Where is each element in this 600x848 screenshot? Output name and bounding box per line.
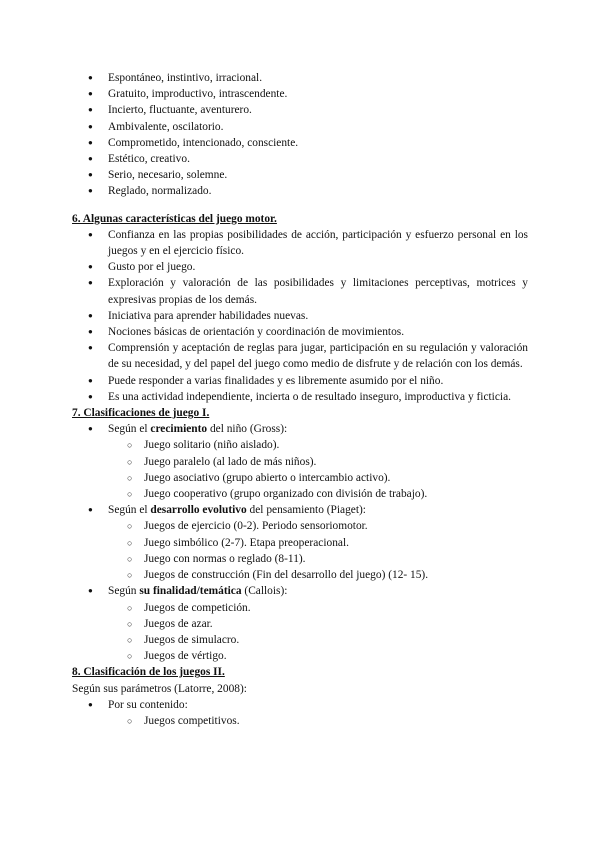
list-item: ● Es una actividad independiente, incierta o de resultado inseguro, improductiva y ficticia.	[72, 389, 528, 405]
section-8-list	[72, 697, 528, 729]
sub-list-item: ○ Juego asociativo (grupo abierto o intercambio activo).	[72, 470, 528, 486]
sub-list-item: ○ Juegos de ejercicio (0-2). Periodo sensoriomotor.	[72, 518, 528, 534]
sub-list-item: ○ Juegos de vértigo.	[72, 648, 528, 664]
sub-list-item: ○ Juego con normas o reglado (8-11).	[72, 551, 528, 567]
sub-list-item: ○ Juego paralelo (al lado de más niños).	[72, 454, 528, 470]
sub-list-item: ○ Juegos de simulacro.	[72, 632, 528, 648]
list-item: ● Espontáneo, instintivo, irracional.	[72, 70, 528, 86]
section-heading-6: 6. Algunas características del juego motor.	[72, 212, 277, 225]
list-item: ● Gusto por el juego.	[72, 259, 528, 275]
document-page	[72, 70, 528, 729]
list-item: ● Serio, necesario, solemne.	[72, 167, 528, 183]
sub-list-item: ○ Juegos de competición.	[72, 600, 528, 616]
section-6-list	[72, 227, 528, 405]
list-item: ● Gratuito, improductivo, intrascendente.	[72, 86, 528, 102]
list-item: ● Puede responder a varias finalidades y es libremente asumido por el niño.	[72, 373, 528, 389]
sub-list-item: ○ Juego solitario (niño aislado).	[72, 437, 528, 453]
sub-list-item: ○ Juegos competitivos.	[72, 713, 528, 729]
list-item: ● Comprensión y aceptación de reglas para jugar, participación en su regulación y valoración de su necesidad, y del papel del juego como medio de disfrute y de relación con los demás.	[72, 340, 528, 372]
section-heading-7: 7. Clasificaciones de juego I.	[72, 407, 210, 420]
section-heading-8: 8. Clasificación de los juegos II.	[72, 666, 225, 679]
classification-group: ● Según el desarrollo evolutivo del pensamiento (Piaget):	[72, 502, 528, 518]
attribute-list	[72, 70, 528, 200]
group-keyword: crecimiento	[150, 423, 208, 436]
list-item: ● Reglado, normalizado.	[72, 183, 528, 199]
list-item: ● Iniciativa para aprender habilidades nuevas.	[72, 308, 528, 324]
list-item: ● Ambivalente, oscilatorio.	[72, 119, 528, 135]
sub-list-item: ○ Juegos de azar.	[72, 616, 528, 632]
list-item: ● Estético, creativo.	[72, 151, 528, 167]
group-keyword: su finalidad/temática	[139, 585, 242, 598]
list-item: ● Comprometido, intencionado, consciente.	[72, 135, 528, 151]
group-keyword: desarrollo evolutivo	[150, 504, 247, 517]
sub-list-item: ○ Juego simbólico (2-7). Etapa preoperacional.	[72, 535, 528, 551]
list-item: ● Exploración y valoración de las posibilidades y limitaciones perceptivas, motrices y expresivas propias de los demás.	[72, 275, 528, 307]
section-8-intro: Según sus parámetros (Latorre, 2008):	[72, 682, 247, 695]
classification-group: ● Por su contenido:	[72, 697, 528, 713]
section-7-list	[72, 421, 528, 664]
classification-group: ● Según su finalidad/temática (Callois):	[72, 583, 528, 599]
sub-list-item: ○ Juego cooperativo (grupo organizado con división de trabajo).	[72, 486, 528, 502]
sub-list-item: ○ Juegos de construcción (Fin del desarrollo del juego) (12- 15).	[72, 567, 528, 583]
list-item: ● Nociones básicas de orientación y coordinación de movimientos.	[72, 324, 528, 340]
list-item: ● Confianza en las propias posibilidades de acción, participación y esfuerzo personal en los juegos y en el ejercicio físico.	[72, 227, 528, 259]
classification-group: ● Según el crecimiento del niño (Gross):	[72, 421, 528, 437]
list-item: ● Incierto, fluctuante, aventurero.	[72, 102, 528, 118]
